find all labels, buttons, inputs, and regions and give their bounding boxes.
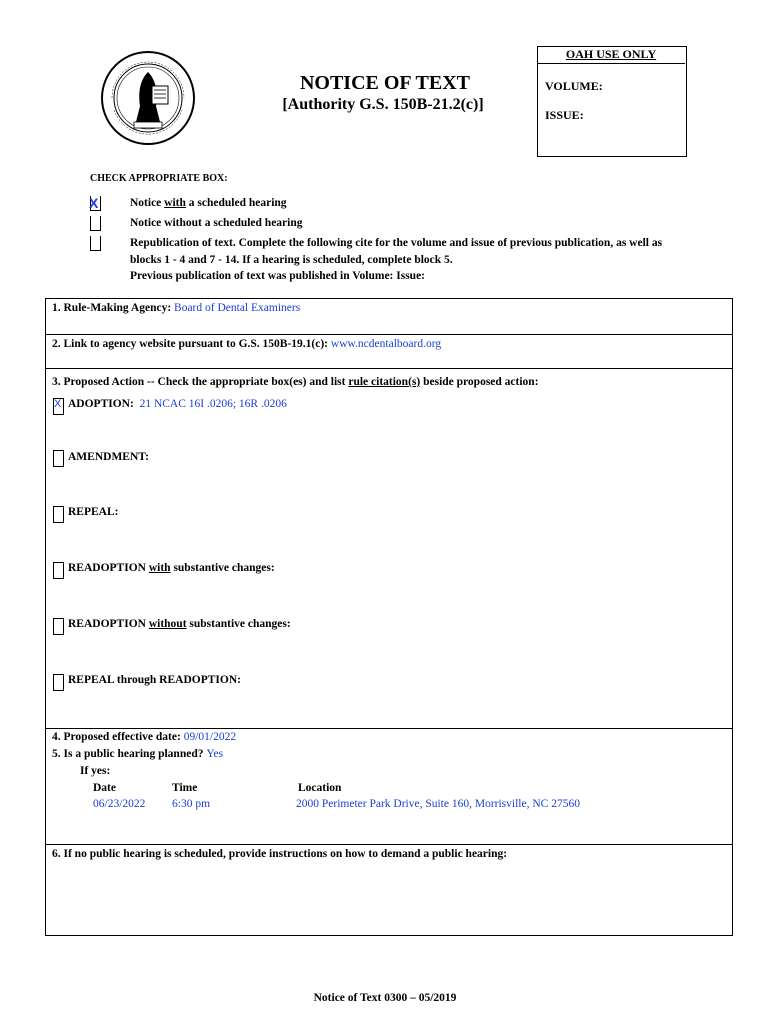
action-label-underlined: without (148, 618, 187, 630)
public-hearing-field[interactable]: Yes (206, 748, 224, 760)
action-repeal-through-readoption: REPEAL through READOPTION: (68, 674, 241, 686)
action-label: READOPTION (68, 618, 149, 630)
action-label: ADOPTION: (68, 398, 134, 410)
option-republication-line2: blocks 1 - 4 and 7 - 14. If a hearing is scheduled, complete block 5. (130, 254, 453, 266)
action-label-underlined: with (148, 562, 171, 574)
action-readoption-with (68, 562, 275, 574)
document-title: NOTICE OF TEXT (299, 72, 471, 94)
section-2-label: 2. Link to agency website pursuant to G.S. 150B-19.1(c): (52, 338, 331, 350)
section-1-rule-making-agency (52, 302, 300, 314)
option-text-underlined: with (164, 197, 186, 209)
hearing-location-field[interactable]: 2000 Perimeter Park Drive, Suite 160, Morrisville, NC 27560 (296, 798, 580, 810)
option-republication: Republication of text. Complete the following cite for the volume and issue of previous publication, as well as (130, 237, 663, 249)
option-text: Notice (130, 197, 165, 209)
section-5-label: 5. Is a public hearing planned? (52, 748, 207, 760)
form-table (45, 298, 733, 936)
action-repeal: REPEAL: (68, 506, 119, 518)
oah-divider (537, 63, 685, 64)
adoption-citation-field[interactable]: 21 NCAC 16I .0206; 16R .0206 (139, 398, 287, 410)
section-3-proposed-action (52, 376, 539, 388)
section-2-agency-link (52, 338, 441, 350)
row-divider (45, 728, 733, 729)
col-location-header: Location (298, 782, 342, 794)
checkbox-without-hearing[interactable] (90, 216, 101, 231)
option-without-hearing: Notice without a scheduled hearing (130, 217, 303, 229)
action-label: substantive changes: (170, 562, 275, 574)
action-label: READOPTION (68, 562, 149, 574)
oah-seal-logo (100, 50, 196, 146)
document-subtitle: [Authority G.S. 150B-21.2(c)] (282, 96, 484, 113)
option-text: a scheduled hearing (185, 197, 287, 209)
if-yes-label: If yes: (80, 765, 111, 777)
agency-field[interactable]: Board of Dental Examiners (174, 302, 301, 314)
checkbox-repeal-through-readoption[interactable] (53, 674, 64, 691)
section-4-label: 4. Proposed effective date: (52, 731, 184, 743)
checkbox-amendment[interactable] (53, 450, 64, 467)
checkbox-readoption-without[interactable] (53, 618, 64, 635)
oah-use-only-title: OAH USE ONLY (565, 47, 657, 61)
volume-label: VOLUME: (545, 79, 603, 93)
option-with-hearing (130, 197, 287, 209)
issue-label: ISSUE: (545, 108, 584, 122)
row-divider (45, 844, 733, 845)
checkbox-mark: X (89, 195, 99, 211)
page-footer: Notice of Text 0300 – 05/2019 (313, 992, 457, 1004)
hearing-date-field[interactable]: 06/23/2022 (93, 798, 146, 810)
section-3-label-underlined: rule citation(s) (348, 376, 421, 388)
row-divider (45, 334, 733, 335)
action-adoption (68, 398, 287, 410)
action-label: substantive changes: (186, 618, 291, 630)
checkbox-republication[interactable] (90, 236, 101, 251)
section-1-label: 1. Rule-Making Agency: (52, 302, 175, 314)
checkbox-repeal[interactable] (53, 506, 64, 523)
col-time-header: Time (172, 782, 198, 794)
section-3-label: 3. Proposed Action -- Check the appropriate box(es) and list (52, 376, 349, 388)
effective-date-field[interactable]: 09/01/2022 (183, 731, 237, 743)
checkbox-mark: X (54, 398, 62, 410)
section-5-public-hearing (52, 748, 223, 760)
checkbox-readoption-with[interactable] (53, 562, 64, 579)
option-republication-line3: Previous publication of text was published in Volume: Issue: (130, 270, 426, 282)
col-date-header: Date (93, 782, 116, 794)
row-divider (45, 368, 733, 369)
section-4-effective-date (52, 731, 236, 743)
section-6-demand-hearing: 6. If no public hearing is scheduled, provide instructions on how to demand a public hearing: (52, 848, 508, 860)
section-3-label: beside proposed action: (420, 376, 539, 388)
agency-website-link[interactable]: www.ncdentalboard.org (330, 338, 442, 350)
action-amendment: AMENDMENT: (68, 451, 149, 463)
hearing-time-field[interactable]: 6:30 pm (172, 798, 211, 810)
action-readoption-without (68, 618, 291, 630)
check-box-heading: CHECK APPROPRIATE BOX: (90, 173, 228, 184)
